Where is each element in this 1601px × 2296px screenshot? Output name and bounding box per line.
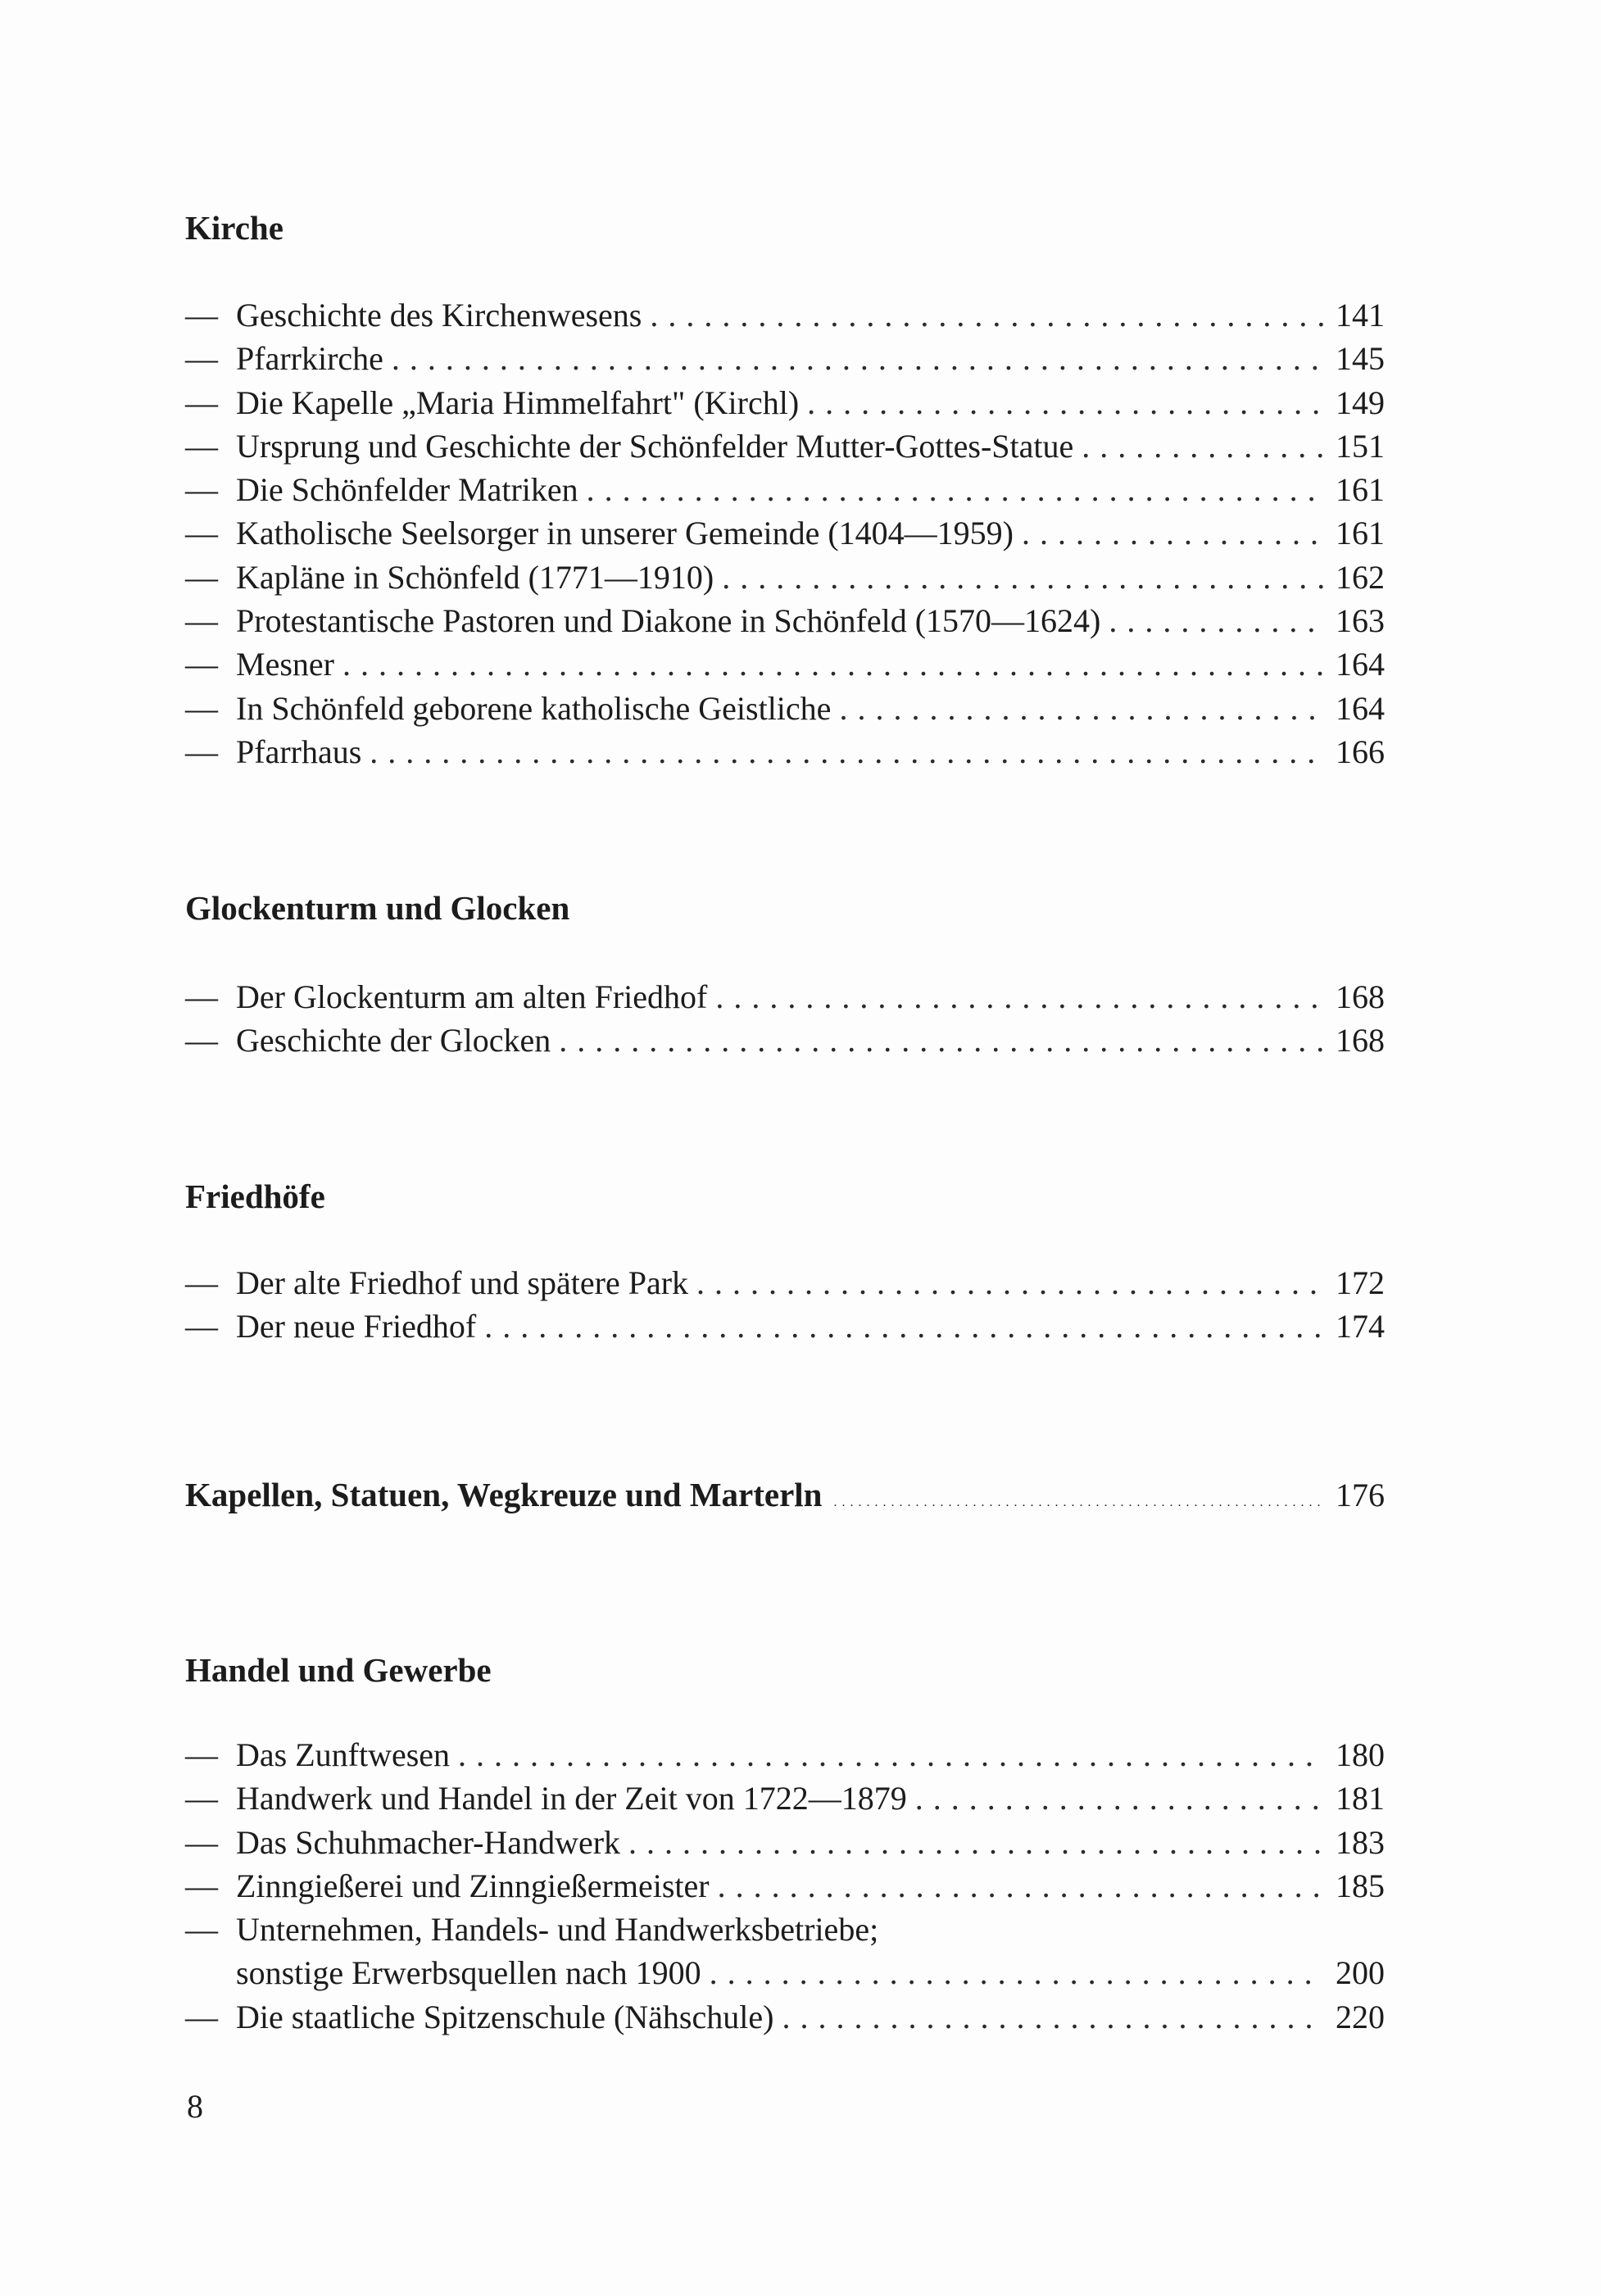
toc-entry	[185, 975, 1385, 1019]
section-title: Friedhöfe	[185, 1177, 325, 1215]
dot-leader	[807, 381, 1324, 424]
entry-dash: —	[185, 383, 218, 421]
entry-dash: —	[185, 689, 218, 727]
section-title: Glockenturm und Glocken	[185, 889, 570, 927]
dot-leader	[650, 293, 1324, 337]
entry-dash: —	[185, 1998, 218, 2035]
page-number: 180	[1336, 1736, 1385, 1773]
toc-entry	[185, 1776, 1385, 1820]
page-number: 200	[1336, 1954, 1385, 1992]
toc-entry	[185, 468, 1385, 511]
entry-title: In Schönfeld geborene katholische Geistliche	[236, 689, 832, 727]
entry-dash: —	[185, 646, 218, 683]
page-number: 172	[1336, 1264, 1385, 1301]
toc-entry	[185, 1733, 1385, 1776]
entry-list	[185, 1733, 1385, 2039]
entry-title: Geschichte des Kirchenwesens	[236, 297, 642, 334]
toc-entry	[185, 511, 1385, 555]
dot-leader	[342, 642, 1324, 686]
dot-leader	[458, 1733, 1324, 1776]
page-number: 168	[1336, 1022, 1385, 1060]
dot-leader	[833, 1482, 1324, 1524]
entry-title: Der neue Friedhof	[236, 1308, 477, 1345]
page-number: 220	[1336, 1998, 1385, 2035]
toc-entry	[185, 556, 1385, 599]
entry-dash: —	[185, 340, 218, 378]
page-number: 164	[1336, 689, 1385, 727]
entry-dash: —	[185, 1022, 218, 1060]
toc-entry	[185, 687, 1385, 730]
toc-entry	[185, 599, 1385, 642]
dot-leader	[715, 975, 1324, 1019]
page-number: 174	[1336, 1308, 1385, 1345]
entry-dash: —	[185, 558, 218, 596]
toc-entry-kapellen	[185, 1473, 1385, 1516]
toc-entry	[185, 1864, 1385, 1908]
dot-leader	[559, 1019, 1324, 1062]
dot-leader	[587, 468, 1324, 511]
entry-title: Die staatliche Spitzenschule (Nähschule)	[236, 1998, 774, 2035]
entry-title: Kapläne in Schönfeld (1771—1910)	[236, 558, 714, 596]
page-number: 185	[1336, 1867, 1385, 1904]
dot-leader	[1082, 424, 1324, 468]
toc-entry	[185, 337, 1385, 380]
section-title: Kirche	[185, 209, 283, 247]
toc-entry	[185, 1995, 1385, 2039]
entry-title: Pfarrhaus	[236, 733, 362, 770]
page-number: 163	[1336, 602, 1385, 640]
page-folio: 8	[187, 2088, 203, 2125]
page-number: 162	[1336, 558, 1385, 596]
page-number: 176	[1336, 1477, 1385, 1513]
page-number: 145	[1336, 340, 1385, 378]
dot-leader	[718, 1864, 1324, 1908]
entry-title: Der alte Friedhof und spätere Park	[236, 1264, 689, 1301]
dot-leader	[484, 1305, 1324, 1348]
dot-leader	[782, 1995, 1324, 2039]
entry-dash: —	[185, 1867, 218, 1904]
entry-title: Die Kapelle „Maria Himmelfahrt" (Kirchl)	[236, 383, 800, 421]
entry-dash: —	[185, 515, 218, 552]
page-number: 149	[1336, 383, 1385, 421]
entry-title: Zinngießerei und Zinngießermeister	[236, 1867, 710, 1904]
entry-title: Das Schuhmacher-Handwerk	[236, 1823, 621, 1861]
dot-leader	[1022, 511, 1324, 555]
entry-title: Die Schönfelder Matriken	[236, 471, 578, 509]
entry-dash: —	[185, 1736, 218, 1773]
dot-leader	[628, 1821, 1324, 1864]
page-number: 166	[1336, 733, 1385, 770]
dot-leader	[915, 1776, 1324, 1820]
dot-leader	[392, 337, 1324, 380]
toc-entry	[185, 1261, 1385, 1305]
section-kirche	[185, 206, 1385, 774]
page-number: 183	[1336, 1823, 1385, 1861]
page-number: 141	[1336, 297, 1385, 334]
section-friedhoefe	[185, 1175, 1385, 1349]
entry-dash: —	[185, 1780, 218, 1817]
entry-title: Pfarrkirche	[236, 340, 383, 378]
dot-leader	[839, 687, 1324, 730]
entry-title: Handwerk und Handel in der Zeit von 1722—1879	[236, 1780, 907, 1817]
dot-leader	[370, 730, 1324, 774]
toc-entry	[185, 424, 1385, 468]
toc-entry	[185, 1908, 1385, 1951]
section-title: Kapellen, Statuen, Wegkreuze und Marterln	[185, 1476, 823, 1513]
toc-entry	[185, 730, 1385, 774]
entry-dash: —	[185, 297, 218, 334]
page-number: 161	[1336, 515, 1385, 552]
toc-entry	[185, 1019, 1385, 1062]
toc-entry	[185, 1821, 1385, 1864]
entry-title: Der Glockenturm am alten Friedhof	[236, 978, 708, 1015]
dot-leader	[1109, 599, 1324, 642]
toc-entry	[185, 381, 1385, 424]
toc-entry	[185, 1305, 1385, 1348]
entry-title: Ursprung und Geschichte der Schönfelder Mutter-Gottes-Statue	[236, 427, 1074, 465]
entry-dash: —	[185, 1308, 218, 1345]
entry-dash: —	[185, 1823, 218, 1861]
entry-dash: —	[185, 427, 218, 465]
page-number: 161	[1336, 471, 1385, 509]
section-kapellen	[185, 1473, 1385, 1516]
dot-leader	[710, 1951, 1324, 1994]
entry-dash: —	[185, 602, 218, 640]
entry-title: Unternehmen, Handels- und Handwerksbetriebe;	[236, 1911, 879, 1949]
entry-title: Mesner	[236, 646, 334, 683]
entry-title: Protestantische Pastoren und Diakone in Schönfeld (1570—1624)	[236, 602, 1101, 640]
entry-list	[185, 293, 1385, 774]
entry-list	[185, 1261, 1385, 1349]
toc-entry	[185, 293, 1385, 337]
toc-entry	[185, 1951, 1385, 1994]
entry-list	[185, 975, 1385, 1063]
section-title: Handel und Gewerbe	[185, 1651, 492, 1689]
entry-title: sonstige Erwerbsquellen nach 1900	[236, 1954, 701, 1992]
page-number: 168	[1336, 978, 1385, 1015]
dot-leader	[696, 1261, 1324, 1305]
entry-dash: —	[185, 1264, 218, 1301]
entry-title: Katholische Seelsorger in unserer Gemeinde (1404—1959)	[236, 515, 1014, 552]
section-handel	[185, 1649, 1385, 2039]
toc-entry	[185, 642, 1385, 686]
dot-leader	[722, 556, 1324, 599]
page-number: 181	[1336, 1780, 1385, 1817]
entry-dash: —	[185, 733, 218, 770]
entry-dash: —	[185, 471, 218, 509]
entry-title: Geschichte der Glocken	[236, 1022, 551, 1060]
page-number: 164	[1336, 646, 1385, 683]
entry-title: Das Zunftwesen	[236, 1736, 451, 1773]
page-number: 151	[1336, 427, 1385, 465]
entry-dash: —	[185, 978, 218, 1015]
entry-dash: —	[185, 1911, 218, 1949]
section-glocken	[185, 887, 1385, 1063]
